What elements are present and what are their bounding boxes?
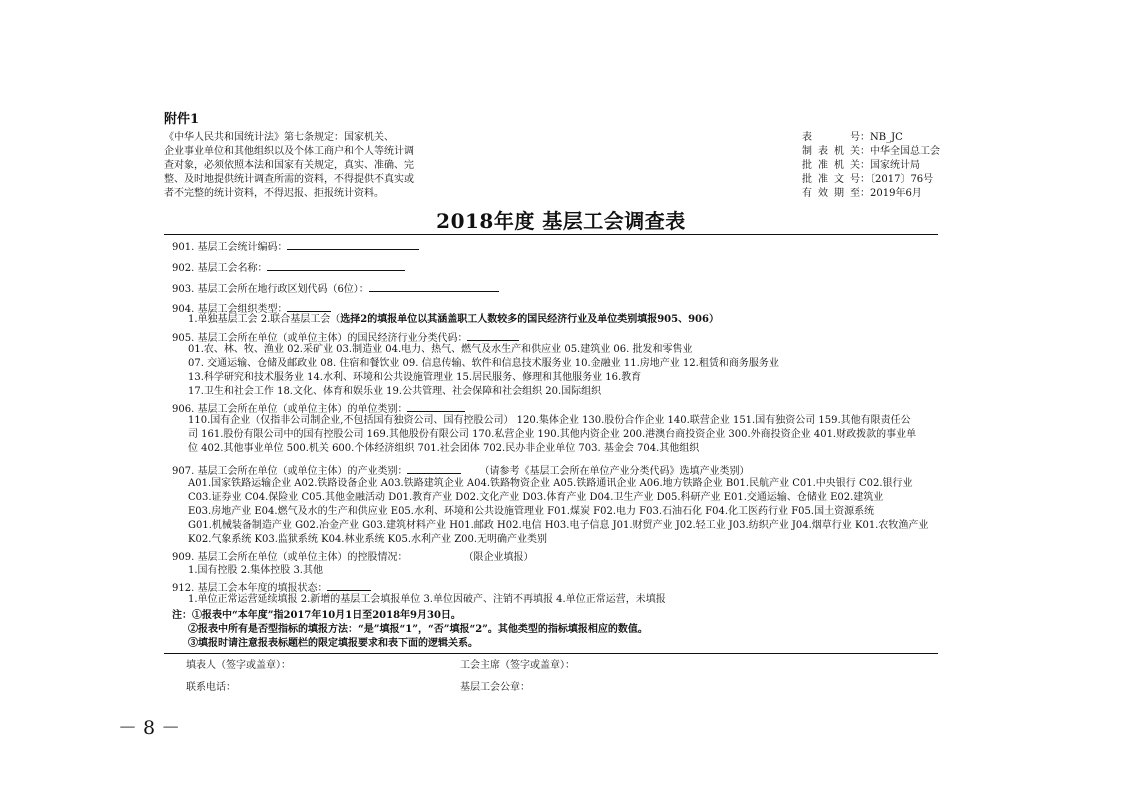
item-902: 902. 基层工会名称： bbox=[172, 259, 405, 276]
item-903: 903. 基层工会所在地行政区划代码（6位）： bbox=[172, 280, 499, 297]
chairman-signature[interactable]: 工会主席（签字或盖章）： bbox=[460, 660, 575, 671]
note-1: 注：①报表中“本年度”指2017年10月1日至2018年9月30日。 bbox=[172, 610, 461, 621]
option-line: 01.农、林、牧、渔业 02.采矿业 03.制造业 04.电力、热气、燃气及水生产和供应业 05.建筑业 06. 批发和零售业 bbox=[188, 344, 693, 355]
option-line: G01.机械装备制造产业 G02.冶金产业 G03.建筑材料产业 H01.邮政 H02.电信 H03.电子信息 J01.财贸产业 J02.轻工业 J03.纺织产业 J04.烟草行业 K01.农牧渔产业 bbox=[188, 520, 929, 531]
item-909: 909. 基层工会所在单位（或单位主体）的控股情况： （限企业填报） bbox=[172, 549, 533, 565]
attachment-label: 附件1 bbox=[164, 112, 200, 127]
unit-category-input-line[interactable] bbox=[407, 400, 465, 412]
option-line: 17.卫生和社会工作 18.文化、体育和娱乐业 19.公共管理、社会保障和社会组织 20.国际组织 bbox=[188, 386, 602, 397]
item-905-options bbox=[188, 343, 779, 399]
option-line: E03.房地产业 E04.燃气及水的生产和供应业 E05.水利、环境和公共设施管理业 F01.煤炭 F02.电力 F03.石油石化 F04.化工医药行业 F05.国土资源系统 bbox=[188, 506, 875, 517]
meta-row-approver: 批准机关 ：国家统计局 bbox=[802, 160, 920, 171]
law-line: 整、及时地提供统计调查所需的资料，不得提供不真实或 bbox=[164, 174, 414, 185]
item-907: 907. 基层工会所在单位（或单位主体）的产业类别： （请参考《基层工会所在单位产业分类代码》选填产业类别） bbox=[172, 462, 749, 479]
contact-phone[interactable]: 联系电话： bbox=[186, 682, 236, 693]
law-line: 企业事业单位和其他组织以及个体工商户和个人等统计调 bbox=[164, 146, 414, 157]
option-line: 位 402.其他事业单位 500.机关 600.个体经济组织 701.社会团体 702.民办非企业单位 703. 基金会 704.其他组织 bbox=[188, 443, 700, 454]
option-line: 13.科学研究和技术服务业 14.水利、环境和公共设施管理业 15.居民服务、修理和其他服务业 16.教育 bbox=[188, 372, 642, 383]
org-type-input-line[interactable] bbox=[287, 300, 331, 312]
meta-row-valid-until: 有效期至 ：2019年6月 bbox=[802, 188, 922, 199]
option-line: C03.证券业 C04.保险业 C05.其他金融活动 D01.教育产业 D02.文化产业 D03.体育产业 D04.卫生产业 D05.科研产业 E01.交通运输、仓储业 E02.建筑业 bbox=[188, 492, 884, 503]
option-line: 司 161.股份有限公司中的国有控股公司 169.其他股份有限公司 170.私营企业 190.其他内资企业 200.港澳台商投资企业 300.外商投资企业 401.财政拨款的事业单 bbox=[188, 429, 917, 440]
law-line: 者不完整的统计资料，不得迟报、拒报统计资料。 bbox=[164, 188, 384, 199]
notes-divider bbox=[164, 653, 938, 654]
item-906: 906. 基层工会所在单位（或单位主体）的单位类别： bbox=[172, 400, 465, 417]
meta-row-approval-number: 批准文号 ：〔2017〕76号 bbox=[802, 174, 934, 185]
meta-row-form-number: 表号 ：NB_JC bbox=[802, 132, 903, 143]
item-904: 904. 基层工会组织类型： bbox=[172, 300, 331, 317]
option-line: A01.国家铁路运输企业 A02.铁路设备企业 A03.铁路建筑企业 A04.铁路物资企业 A05.铁路通讯企业 A06.地方铁路企业 B01.民航产业 C01.中央银行 C02.银行业 bbox=[188, 478, 913, 489]
note-3: ③填报时请注意报表标题栏的限定填报要求和表下面的逻辑关系。 bbox=[188, 638, 478, 649]
note-2: ②报表中所有是否型指标的填报方法：“是”填报“1”，“否”填报“2”。其他类型的指标填报相应的数值。 bbox=[188, 624, 648, 635]
item-904-options: 1.单独基层工会 2.联合基层工会（选择2的填报单位以其涵盖职工人数较多的国民经济行业及单位类别填报905、906） bbox=[188, 314, 719, 325]
union-seal[interactable]: 基层工会公章： bbox=[460, 682, 530, 693]
statistics-law-notice bbox=[164, 131, 414, 201]
item-907-options bbox=[188, 477, 928, 547]
option-line: 110.国有企业（仅指非公司制企业,不包括国有独资公司、国有控股公司） 120.集体企业 130.股份合作企业 140.联营企业 151.国有独资公司 159.其他有限责任公 bbox=[188, 415, 911, 426]
law-line: 查对象，必须依照本法和国家有关规定，真实、准确、完 bbox=[164, 160, 414, 171]
industry-code-input-line[interactable] bbox=[467, 329, 519, 341]
name-input-line[interactable] bbox=[267, 259, 405, 271]
meta-row-issuer: 制表机关 ：中华全国总工会 bbox=[802, 146, 940, 157]
item-912-options: 1.单位正常运营延续填报 2.新增的基层工会填报单位 3.单位因破产、注销不再填报 4.单位正常运营，未填报 bbox=[188, 594, 666, 605]
filler-signature[interactable]: 填表人（签字或盖章）： bbox=[186, 660, 291, 671]
form-metadata bbox=[802, 131, 940, 201]
item-906-options bbox=[188, 414, 916, 456]
title-divider bbox=[164, 234, 938, 235]
item-905: 905. 基层工会所在单位（或单位主体）的国民经济行业分类代码： bbox=[172, 329, 519, 346]
holding-input-area[interactable] bbox=[407, 549, 463, 560]
filing-status-input-line[interactable] bbox=[327, 579, 371, 591]
item-912: 912. 基层工会本年度的填报状态： bbox=[172, 579, 371, 596]
sector-category-input-line[interactable] bbox=[407, 462, 461, 474]
page-title: 2018年度 基层工会调查表 bbox=[436, 209, 686, 233]
law-line: 《中华人民共和国统计法》第七条规定：国家机关、 bbox=[164, 132, 394, 143]
option-line: K02.气象系统 K03.监狱系统 K04.林业系统 K05.水利产业 Z00.无明确产业类别 bbox=[188, 534, 548, 545]
item-909-options: 1.国有控股 2.集体控股 3.其他 bbox=[188, 565, 323, 576]
code-input-line[interactable] bbox=[287, 238, 419, 250]
option-line: 07. 交通运输、仓储及邮政业 08. 住宿和餐饮业 09. 信息传输、软件和信息技术服务业 10.金融业 11.房地产业 12.租赁和商务服务业 bbox=[188, 358, 779, 369]
page-number: － 8 － bbox=[118, 717, 181, 739]
item-901: 901. 基层工会统计编码： bbox=[172, 238, 419, 255]
region-code-input-line[interactable] bbox=[369, 280, 499, 292]
